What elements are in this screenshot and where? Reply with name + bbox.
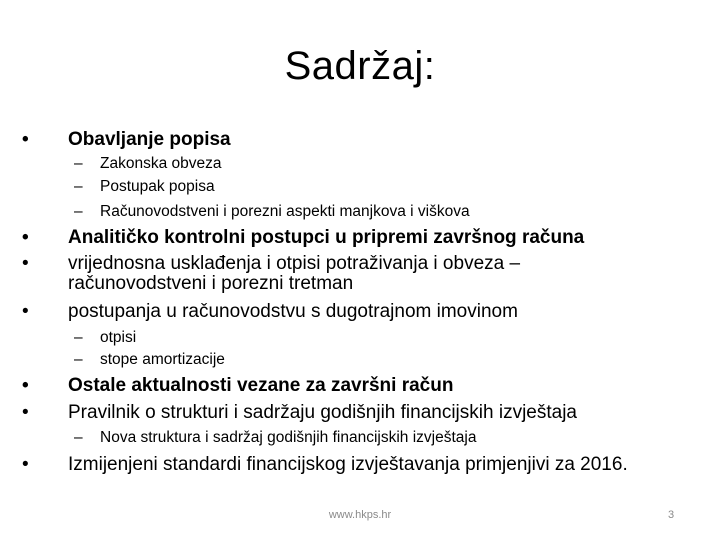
dash-icon: – [74,178,83,195]
dash-icon: – [74,155,83,172]
page-number: 3 [668,509,675,521]
bullet-icon: • [22,454,29,475]
bullet-text: postupanja u računovodstvu s dugotrajnom imovinom [68,301,518,322]
bullet-text: računovodstveni i porezni tretman [68,273,354,294]
bullet-text: Analitičko kontrolni postupci u pripremi završnog računa [68,227,585,248]
sub-bullet-text: Nova struktura i sadržaj godišnjih financijskih izvještaja [100,429,477,446]
dash-icon: – [74,429,83,446]
bullet-icon: • [22,253,29,274]
sub-bullet-text: Zakonska obveza [100,155,222,172]
footer-url: www.hkps.hr [328,509,392,521]
dash-icon: – [74,351,83,368]
sub-bullet-text: Postupak popisa [100,178,215,195]
bullet-icon: • [22,402,29,423]
bullet-text: vrijednosna usklađenja i otpisi potraživanja i obveza – [68,253,521,274]
sub-bullet-text: stope amortizacije [100,351,225,368]
bullet-icon: • [22,301,29,322]
bullet-text: Obavljanje popisa [68,129,231,150]
bullet-icon: • [22,129,29,150]
sub-bullet-text: Računovodstveni i porezni aspekti manjkova i viškova [100,203,470,220]
bullet-icon: • [22,227,29,248]
bullet-text: Ostale aktualnosti vezane za završni račun [68,375,454,396]
slide-title: Sadržaj: [284,44,436,88]
bullet-text: Pravilnik o strukturi i sadržaju godišnjih financijskih izvještaja [68,402,577,423]
dash-icon: – [74,329,83,346]
sub-bullet-text: otpisi [100,329,137,346]
bullet-text: Izmijenjeni standardi financijskog izvještavanja primjenjivi za 2016. [68,454,628,475]
dash-icon: – [74,203,83,220]
bullet-icon: • [22,375,29,396]
